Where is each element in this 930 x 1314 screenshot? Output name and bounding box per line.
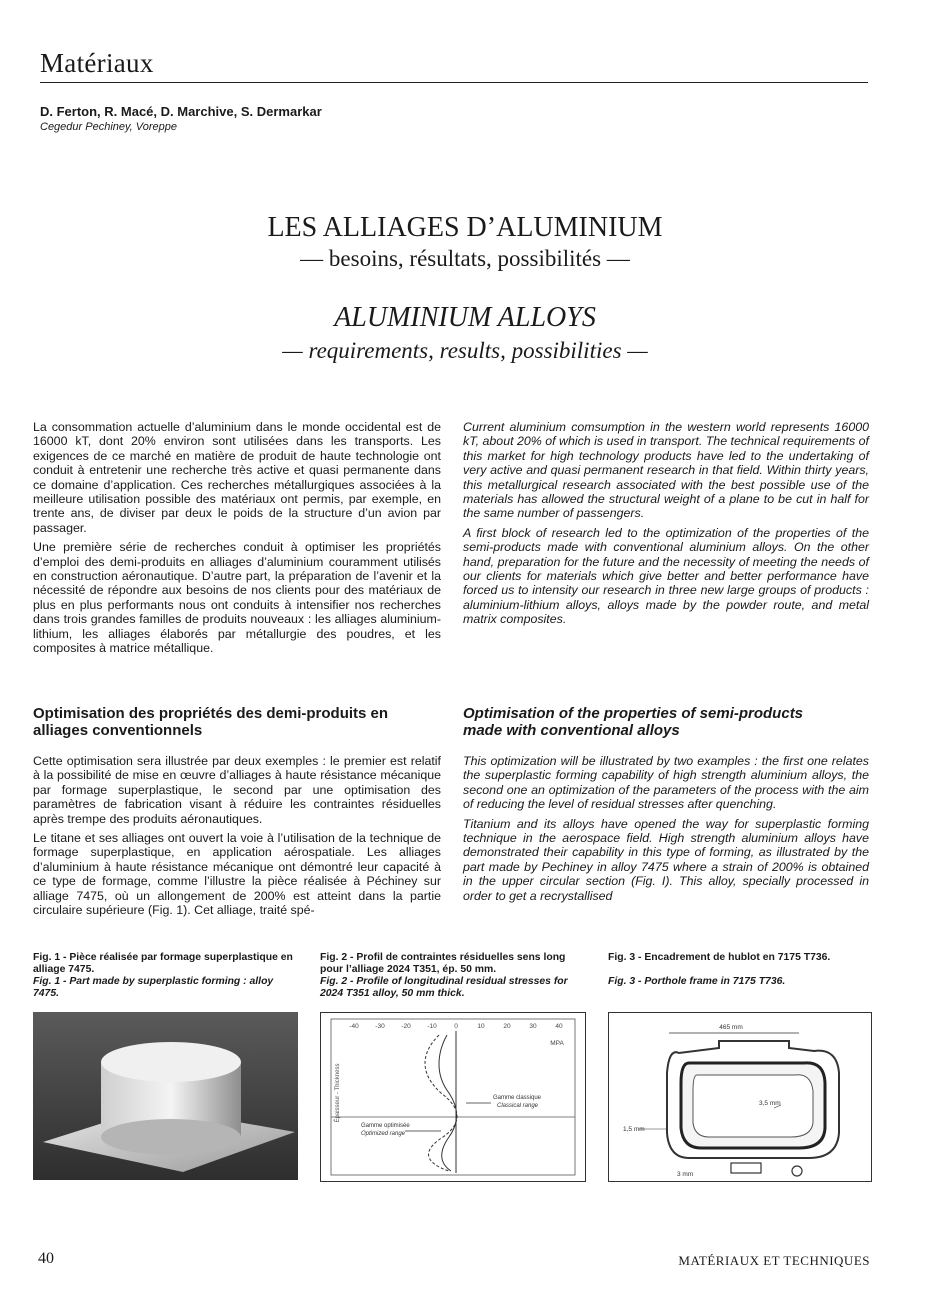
fig2-tick: 10 (477, 1023, 485, 1030)
fig1-part-illustration (33, 1012, 298, 1180)
fig3-dimension-left: 1,5 mm (623, 1126, 645, 1133)
section-fr-paragraph-2: Le titane et ses alliages ont ouvert la voie à l’utilisation de la technique de formage superplastique, en application aérospatiale. Les alliages d’aluminium à haute résistance mécanique ont démontré leur capacité à ce type de formage, comme l’illustre la pièce réalisée à Péchiney sur alliage 7475, où un allongement de 200% est atteint dans la partie circulaire supérieure (Fig. 1). Cet alliage, traité spé- (33, 831, 441, 918)
fig3-caption-en: Fig. 3 - Porthole frame in 7175 T736. (608, 976, 786, 987)
fig3-drawing (609, 1013, 871, 1181)
subtitle-en: — requirements, results, possibilities — (282, 338, 648, 363)
affiliation: Cegedur Pechiney, Voreppe (40, 121, 177, 133)
title-fr: LES ALLIAGES D’ALUMINIUM (267, 212, 663, 243)
fig2-optimized-curve (439, 1035, 457, 1171)
fig2-caption-en: Fig. 2 - Profile of longitudinal residual stresses for 2024 T351 alloy, 50 mm thick. (320, 976, 568, 999)
intro-fr-paragraph-1: La consommation actuelle d’aluminium dans le monde occidental est de 16000 kT, dont 20% environ sont utilisées dans les transports. Les exigences de ce marché en matière de produit de haute technologie ont conduit à entretenir une recherche très active et quasi permanente dans ce domaine d’application. Ces recherches métallurgiques associées à la meilleure utilisation possible des matériaux ont permis, par exemple, en trente ans, de diviser par deux le poids de la structure d’un avion par passager. (33, 420, 441, 535)
fig1-photo (33, 1012, 298, 1180)
fig2-tick: 0 (454, 1023, 458, 1030)
intro-en-paragraph-2: A first block of research led to the optimization of the properties of the semi-products made with conventional aluminium alloys. On the other hand, preparation for the future and the necessity of meeting the needs of our clients for materials which give better and better performance have forced us to intensity our research in three new large groups of products : aluminium-lithium alloys, alloys made by the powder route, and metal matrix composites. (463, 525, 869, 627)
fig2-optimized-label-fr: Gamme optimisée (361, 1123, 410, 1129)
header-rule (40, 82, 868, 83)
fig2-tick: -20 (401, 1023, 411, 1030)
title-en: ALUMINIUM ALLOYS (334, 302, 596, 333)
fig2-stress-profile (320, 1012, 586, 1182)
fig2-tick: 20 (503, 1023, 511, 1030)
fig2-caption (320, 952, 590, 1000)
fig3-dimension-top: 465 mm (719, 1024, 743, 1031)
fig3-dimension-bottom: 3 mm (677, 1171, 694, 1178)
fig3-caption (608, 952, 870, 988)
page-number: 40 (38, 1250, 54, 1267)
authors: D. Ferton, R. Macé, D. Marchive, S. Dermarkar (40, 104, 322, 119)
intro-en-paragraph-1: Current aluminium comsumption in the western world represents 16000 kT, about 20% of which is used in transport. The technical requirements of this market for high technology products have led to the undertaking of very active and quasi permanent research in that field. Within thirty years, this metallurgical research associated with the best possible use of the materials has allowed the structural weight of a plane to be cut in half for the same number of passengers. (463, 420, 869, 521)
fig1-caption (33, 952, 298, 1000)
fig2-axis-label: Épaisseur - Thickness (335, 1063, 341, 1123)
intro-fr-paragraph-2: Une première série de recherches conduit à optimiser les propriétés d’emploi des demi-produits en alliages d’aluminium couramment utilisés en construction aéronautique. D’autre part, la préparation de l’avenir et la nécessité de répondre aux besoins de nos clients pour des matériaux de plus en plus performants nous ont conduits à intensifier nos recherches dans trois grandes familles de produits nouveaux : les alliages aluminium-lithium, les alliages élaborés par métallurgie des poudres, et les composites à matrice métallique. (33, 540, 441, 656)
intro-fr (33, 420, 441, 661)
fig2-tick: -10 (427, 1023, 437, 1030)
fig2-tick: 40 (555, 1023, 563, 1030)
fig2-optimized-label-en: Optimized range (361, 1131, 406, 1137)
fig2-unit: MPA (550, 1040, 564, 1047)
journal-name: MATÉRIAUX ET TECHNIQUES (678, 1253, 870, 1268)
fig1-caption-en: Fig. 1 - Part made by superplastic forming : alloy 7475. (33, 976, 274, 999)
section-en (463, 754, 869, 908)
fig2-classic-curve (425, 1035, 457, 1171)
section-heading-fr: Optimisation des propriétés des demi-produits en alliages conventionnels (33, 705, 389, 739)
fig2-tick: 30 (529, 1023, 537, 1030)
fig2-tick: -30 (375, 1023, 385, 1030)
section-en-paragraph-1: This optimization will be illustrated by two examples : the first one relates the superplastic forming capability of high strength aluminium alloys, the second one an optimization of the parameters of the process with the aim of reducing the level of residual stresses after quenching. (463, 754, 869, 812)
fig2-classic-label-fr: Gamme classique (493, 1095, 542, 1101)
section-fr (33, 754, 441, 922)
fig3-porthole-drawing (608, 1012, 872, 1182)
section-fr-paragraph-1: Cette optimisation sera illustrée par deux exemples : le premier est relatif à la possibilité de mise en œuvre d’alliages à haute résistance mécanique par formage superplastique, le second par une optimisation des paramètres de fabrication visant à réduire les contraintes résiduelles après trempe des produits aéronautiques. (33, 754, 441, 826)
fig2-caption-fr: Fig. 2 - Profil de contraintes résiduelles sens long pour l’alliage 2024 T351, ép. 50 mm. (320, 952, 566, 975)
intro-en (463, 420, 869, 632)
section-label: Matériaux (40, 48, 154, 78)
fig2-chart (321, 1013, 585, 1181)
fig2-tick: -40 (349, 1023, 359, 1030)
section-en-paragraph-2: Titanium and its alloys have opened the way for superplastic forming technique in the aerospace field. High strength aluminium alloys have demonstrated their capability in this type of forming, as illustrated by the part made by Pechiney in alloy 7475 where a strain of 200% is obtained in the upper circular section (Fig. I). This alloy, specially processed in order to get a recrystallised (463, 816, 869, 903)
fig1-caption-fr: Fig. 1 - Pièce réalisée par formage superplastique en alliage 7475. (33, 952, 293, 975)
fig3-dimension-inner: 3,5 mm (759, 1100, 781, 1107)
fig3-caption-fr: Fig. 3 - Encadrement de hublot en 7175 T736. (608, 952, 831, 963)
subtitle-fr: — besoins, résultats, possibilités — (300, 246, 630, 271)
fig2-classic-label-en: Classical range (497, 1103, 539, 1109)
section-heading-en: Optimisation of the properties of semi-products made with conventional alloys (463, 705, 804, 739)
